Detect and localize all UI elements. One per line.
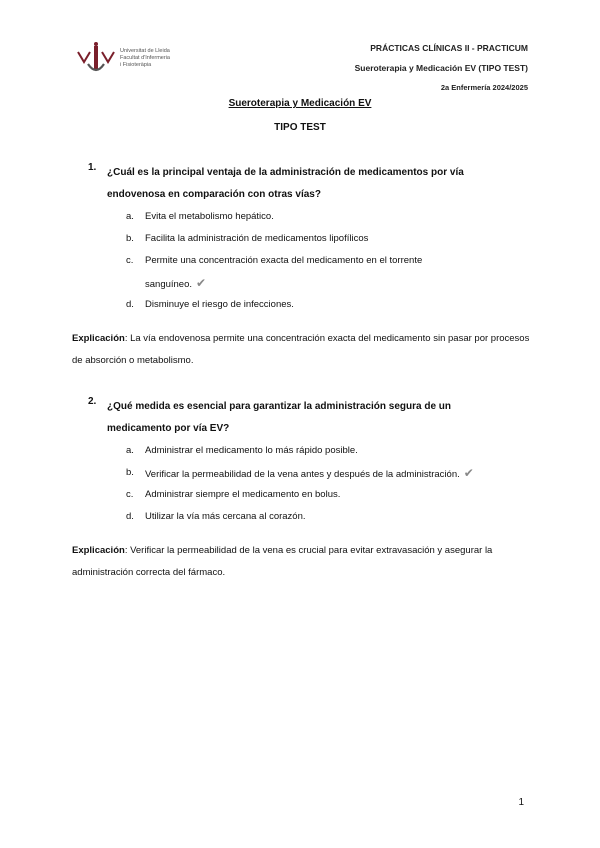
- page-title: Sueroterapia y Medicación EV: [228, 98, 372, 109]
- correct-check-icon: ✔: [463, 466, 474, 480]
- explanation-2: Explicación: Verificar la permeabilidad de la vena es crucial para evitar extravasación y asegurar la administración correcta del fármaco.: [72, 545, 493, 578]
- explanation-1: Explicación: La vía endovenosa permite una concentración exacta del medicamento sin pasar por procesos de absorción o metabolismo.: [72, 333, 530, 366]
- question-number: 2.: [88, 396, 97, 407]
- page-subtitle: TIPO TEST: [274, 122, 326, 133]
- document-header: [355, 38, 528, 98]
- logo-text: Universitat de Lleida Facultat d'Infermeria i Fisioteràpia: [120, 48, 170, 68]
- university-crest-icon: [74, 40, 118, 80]
- page-number: 1: [518, 797, 524, 808]
- question-text: ¿Qué medida es esencial para garantizar la administración segura de un medicamento por vía EV?: [107, 401, 452, 434]
- header-topic: Sueroterapia y Medicación EV (TIPO TEST): [354, 63, 528, 73]
- correct-check-icon: ✔: [196, 276, 207, 290]
- question-text: ¿Cuál es la principal ventaja de la administración de medicamentos por vía endovenosa en comparación con otras vías?: [107, 167, 464, 200]
- header-course: PRÁCTICAS CLÍNICAS II - PRACTICUM: [370, 43, 528, 53]
- option-1c: c. Permite una concentración exacta del medicamento en el torrente sanguíneo. ✔: [126, 255, 423, 290]
- university-logo: [74, 40, 184, 80]
- header-year: 2a Enfermería 2024/2025: [440, 83, 528, 92]
- question-number: 1.: [88, 162, 97, 173]
